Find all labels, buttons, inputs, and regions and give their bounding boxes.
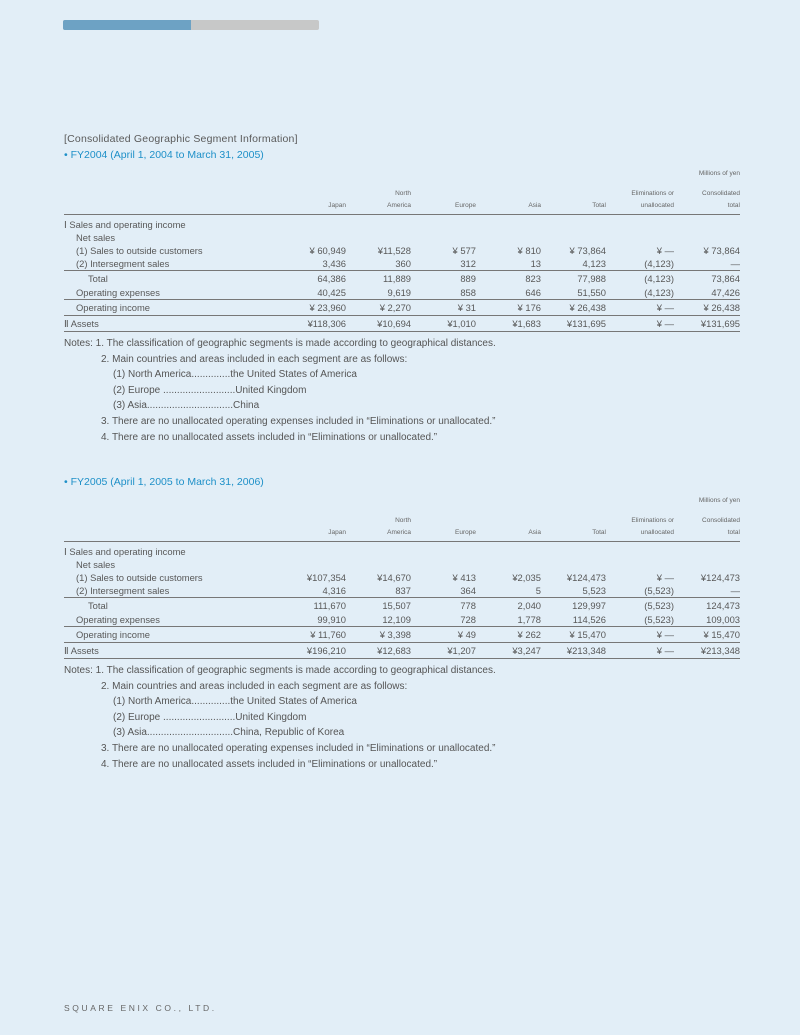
cell-value — [346, 231, 411, 244]
cell-value: 5 — [535, 585, 541, 596]
header-row-bottom — [64, 201, 740, 215]
column-header-line2: total — [674, 201, 740, 215]
note-line: 3. There are no unallocated operating expenses included in “Eliminations or unallocated.” — [101, 415, 496, 427]
cell-value — [606, 215, 674, 232]
cell-value: ¥1,010 — [411, 316, 476, 332]
row-label: Ⅰ Sales and operating income — [64, 546, 186, 557]
cell-value: 124,473 — [674, 598, 740, 614]
cell-value: 77,988 — [541, 271, 606, 287]
section-title: [Consolidated Geographic Segment Information] — [64, 133, 298, 145]
cell-value: ¥124,473 — [566, 572, 606, 583]
cell-value: ¥1,207 — [411, 643, 476, 659]
cell-value — [541, 542, 606, 559]
column-header-line2: Europe — [411, 528, 476, 542]
header-blank — [64, 201, 286, 215]
column-header-line2: Asia — [476, 201, 541, 215]
cell-value: — — [730, 258, 740, 269]
cell-value — [541, 231, 606, 244]
row-label: Ⅰ Sales and operating income — [64, 219, 186, 230]
table-row — [64, 627, 740, 643]
fy2004-notes — [64, 336, 740, 445]
row-label: (1) Sales to outside customers — [76, 245, 203, 256]
cell-value: ¥12,683 — [346, 643, 411, 659]
row-label: Total — [64, 598, 286, 614]
column-header-line2: unallocated — [606, 201, 674, 215]
page-progress-bar — [63, 20, 319, 30]
table-row — [64, 300, 740, 316]
fy2005-notes — [64, 663, 740, 772]
column-header-line1: North — [395, 517, 411, 524]
cell-value: ¥1,683 — [476, 316, 541, 332]
column-header-line1 — [541, 189, 606, 201]
column-header-line1: Eliminations or — [631, 190, 674, 197]
cell-value: 5,523 — [582, 585, 606, 596]
header-blank — [64, 189, 286, 201]
row-label: Total — [64, 271, 286, 287]
cell-value: 99,910 — [317, 614, 346, 625]
cell-value: ¥ — — [606, 627, 674, 643]
header-row-top — [64, 189, 740, 201]
cell-value: ¥14,670 — [377, 572, 411, 583]
fy2004-heading: • FY2004 (April 1, 2004 to March 31, 2005) — [64, 149, 264, 161]
cell-value: 47,426 — [711, 287, 740, 298]
note-line: 3. There are no unallocated operating expenses included in “Eliminations or unallocated.” — [101, 742, 496, 754]
cell-value: 889 — [411, 271, 476, 287]
row-label: Net sales — [76, 232, 116, 243]
row-label: (2) Intersegment sales — [76, 258, 170, 269]
cell-value: 51,550 — [577, 287, 606, 298]
cell-value — [286, 215, 346, 232]
cell-value: 114,526 — [572, 614, 606, 625]
cell-value — [541, 558, 606, 571]
column-header-line2: Europe — [411, 201, 476, 215]
cell-value: ¥124,473 — [700, 572, 740, 583]
fy2004-segment-table — [64, 189, 740, 332]
row-label: Operating expenses — [76, 287, 160, 298]
note-line: (2) Europe ..........................United Kingdom — [113, 711, 307, 723]
cell-value: ¥ 262 — [476, 627, 541, 643]
cell-value: 3,436 — [322, 258, 346, 269]
fy2005-segment-table — [64, 516, 740, 659]
cell-value — [606, 231, 674, 244]
column-header-line2: Japan — [286, 201, 346, 215]
cell-value: ¥ 577 — [452, 245, 476, 256]
cell-value: ¥ 413 — [452, 572, 476, 583]
cell-value: 360 — [395, 258, 411, 269]
cell-value: ¥131,695 — [541, 316, 606, 332]
column-header-line1 — [411, 189, 476, 201]
cell-value: ¥ 176 — [476, 300, 541, 316]
cell-value — [346, 542, 411, 559]
row-label: (2) Intersegment sales — [76, 585, 170, 596]
cell-value — [346, 558, 411, 571]
cell-value: 111,670 — [286, 598, 346, 614]
table-row — [64, 571, 740, 584]
unit-label: Millions of yen — [698, 170, 740, 177]
cell-value: ¥10,694 — [346, 316, 411, 332]
cell-value — [346, 215, 411, 232]
column-header-line2: America — [346, 201, 411, 215]
cell-value: ¥ — — [606, 643, 674, 659]
cell-value — [411, 231, 476, 244]
fy2004-section — [64, 148, 740, 445]
table-row — [64, 542, 740, 559]
note-line: Notes: 1. The classification of geographic segments is made according to geographical distances. — [64, 338, 496, 349]
cell-value: ¥ — — [606, 316, 674, 332]
cell-value: ¥2,035 — [512, 572, 541, 583]
cell-value: ¥3,247 — [476, 643, 541, 659]
cell-value — [606, 542, 674, 559]
cell-value — [286, 542, 346, 559]
column-header-line2: unallocated — [606, 528, 674, 542]
cell-value — [476, 542, 541, 559]
header-blank — [64, 516, 286, 528]
cell-value: (5,523) — [606, 598, 674, 614]
column-header-line1: Eliminations or — [631, 517, 674, 524]
note-line: (2) Europe ..........................United Kingdom — [113, 384, 307, 396]
cell-value — [674, 231, 740, 244]
cell-value: 858 — [460, 287, 476, 298]
column-header-line2: America — [346, 528, 411, 542]
table-row — [64, 613, 740, 627]
cell-value: ¥ 810 — [517, 245, 541, 256]
cell-value: 13 — [530, 258, 541, 269]
cell-value: ¥ 2,270 — [346, 300, 411, 316]
cell-value: (4,123) — [644, 258, 674, 269]
cell-value: (5,523) — [644, 614, 674, 625]
cell-value: 4,123 — [582, 258, 606, 269]
note-line: 2. Main countries and areas included in each segment are as follows: — [101, 353, 408, 365]
cell-value: 109,003 — [706, 614, 740, 625]
cell-value: ¥213,348 — [674, 643, 740, 659]
column-header-line1: Consolidated — [702, 517, 740, 524]
note-line: (3) Asia...............................China — [113, 400, 260, 412]
cell-value: 312 — [460, 258, 476, 269]
table-row — [64, 244, 740, 257]
column-header-line2: Total — [541, 528, 606, 542]
cell-value: ¥ 11,760 — [286, 627, 346, 643]
cell-value — [411, 542, 476, 559]
cell-value: 40,425 — [317, 287, 346, 298]
column-header-line1 — [286, 189, 346, 201]
cell-value — [476, 558, 541, 571]
cell-value: ¥118,306 — [286, 316, 346, 332]
cell-value: 9,619 — [387, 287, 411, 298]
cell-value: 364 — [460, 585, 476, 596]
column-header-line1: North — [395, 190, 411, 197]
cell-value — [674, 542, 740, 559]
cell-value: 823 — [476, 271, 541, 287]
cell-value: ¥ — — [606, 300, 674, 316]
cell-value: ¥ — — [656, 572, 674, 583]
cell-value: 1,778 — [517, 614, 541, 625]
cell-value: ¥ 26,438 — [674, 300, 740, 316]
column-header-line1 — [286, 516, 346, 528]
cell-value — [411, 558, 476, 571]
table-row — [64, 598, 740, 614]
row-label: Operating income — [64, 627, 286, 643]
cell-value — [286, 231, 346, 244]
cell-value: ¥ 15,470 — [541, 627, 606, 643]
note-line: (1) North America..............the United States of America — [113, 369, 357, 381]
cell-value — [674, 215, 740, 232]
cell-value — [606, 558, 674, 571]
table-row — [64, 257, 740, 271]
column-header-line2: total — [674, 528, 740, 542]
column-header-line1 — [541, 516, 606, 528]
company-footer: SQUARE ENIX CO., LTD. — [64, 1003, 217, 1013]
cell-value: 12,109 — [382, 614, 411, 625]
cell-value: (4,123) — [606, 271, 674, 287]
note-line: Notes: 1. The classification of geographic segments is made according to geographical distances. — [64, 665, 496, 676]
cell-value: ¥ 31 — [411, 300, 476, 316]
cell-value: ¥11,528 — [377, 245, 411, 256]
row-label: Net sales — [76, 559, 116, 570]
cell-value: ¥ 73,864 — [569, 245, 606, 256]
cell-value: ¥213,348 — [541, 643, 606, 659]
cell-value: ¥ 23,960 — [286, 300, 346, 316]
table-row — [64, 215, 740, 232]
column-header-line1 — [476, 189, 541, 201]
cell-value: 778 — [411, 598, 476, 614]
note-line: (3) Asia...............................China, Republic of Korea — [113, 727, 345, 739]
note-line: 4. There are no unallocated assets included in “Eliminations or unallocated.” — [101, 431, 438, 443]
row-label: Operating expenses — [76, 614, 160, 625]
cell-value: — — [730, 585, 740, 596]
column-header-line1: Consolidated — [702, 190, 740, 197]
cell-value — [286, 558, 346, 571]
table-row — [64, 271, 740, 287]
cell-value: 646 — [525, 287, 541, 298]
table-row — [64, 643, 740, 659]
table-row — [64, 316, 740, 332]
cell-value: 2,040 — [476, 598, 541, 614]
cell-value: ¥ 3,398 — [346, 627, 411, 643]
page-progress-fill — [63, 20, 191, 30]
cell-value — [476, 231, 541, 244]
fy2005-section — [64, 475, 740, 772]
cell-value: ¥107,354 — [306, 572, 346, 583]
cell-value — [674, 558, 740, 571]
column-header-line2: Asia — [476, 528, 541, 542]
unit-label: Millions of yen — [698, 497, 740, 504]
header-blank — [64, 528, 286, 542]
cell-value: 64,386 — [286, 271, 346, 287]
cell-value — [411, 215, 476, 232]
cell-value: ¥196,210 — [286, 643, 346, 659]
note-line: (1) North America..............the United States of America — [113, 696, 357, 708]
cell-value: 15,507 — [346, 598, 411, 614]
column-header-line2: Japan — [286, 528, 346, 542]
cell-value: (5,523) — [644, 585, 674, 596]
cell-value: ¥ 26,438 — [541, 300, 606, 316]
cell-value — [541, 215, 606, 232]
cell-value: 837 — [395, 585, 411, 596]
cell-value: 129,997 — [541, 598, 606, 614]
cell-value: ¥ 60,949 — [309, 245, 346, 256]
column-header-line1 — [411, 516, 476, 528]
cell-value: ¥ — — [656, 245, 674, 256]
column-header-line1 — [476, 516, 541, 528]
note-line: 4. There are no unallocated assets included in “Eliminations or unallocated.” — [101, 758, 438, 770]
table-row — [64, 558, 740, 571]
row-label: Ⅱ Assets — [64, 316, 286, 332]
cell-value — [476, 215, 541, 232]
header-row-bottom — [64, 528, 740, 542]
row-label: Ⅱ Assets — [64, 643, 286, 659]
table-row — [64, 286, 740, 300]
row-label: (1) Sales to outside customers — [76, 572, 203, 583]
cell-value: (4,123) — [644, 287, 674, 298]
fy2005-heading: • FY2005 (April 1, 2005 to March 31, 2006) — [64, 476, 264, 488]
cell-value: ¥ 49 — [411, 627, 476, 643]
note-line: 2. Main countries and areas included in each segment are as follows: — [101, 680, 408, 692]
cell-value: ¥ 15,470 — [674, 627, 740, 643]
cell-value: ¥ 73,864 — [703, 245, 740, 256]
column-header-line2: Total — [541, 201, 606, 215]
cell-value: 11,889 — [346, 271, 411, 287]
header-row-top — [64, 516, 740, 528]
table-row — [64, 584, 740, 598]
table-row — [64, 231, 740, 244]
cell-value: 4,316 — [322, 585, 346, 596]
cell-value: ¥131,695 — [674, 316, 740, 332]
row-label: Operating income — [64, 300, 286, 316]
cell-value: 73,864 — [674, 271, 740, 287]
cell-value: 728 — [460, 614, 476, 625]
